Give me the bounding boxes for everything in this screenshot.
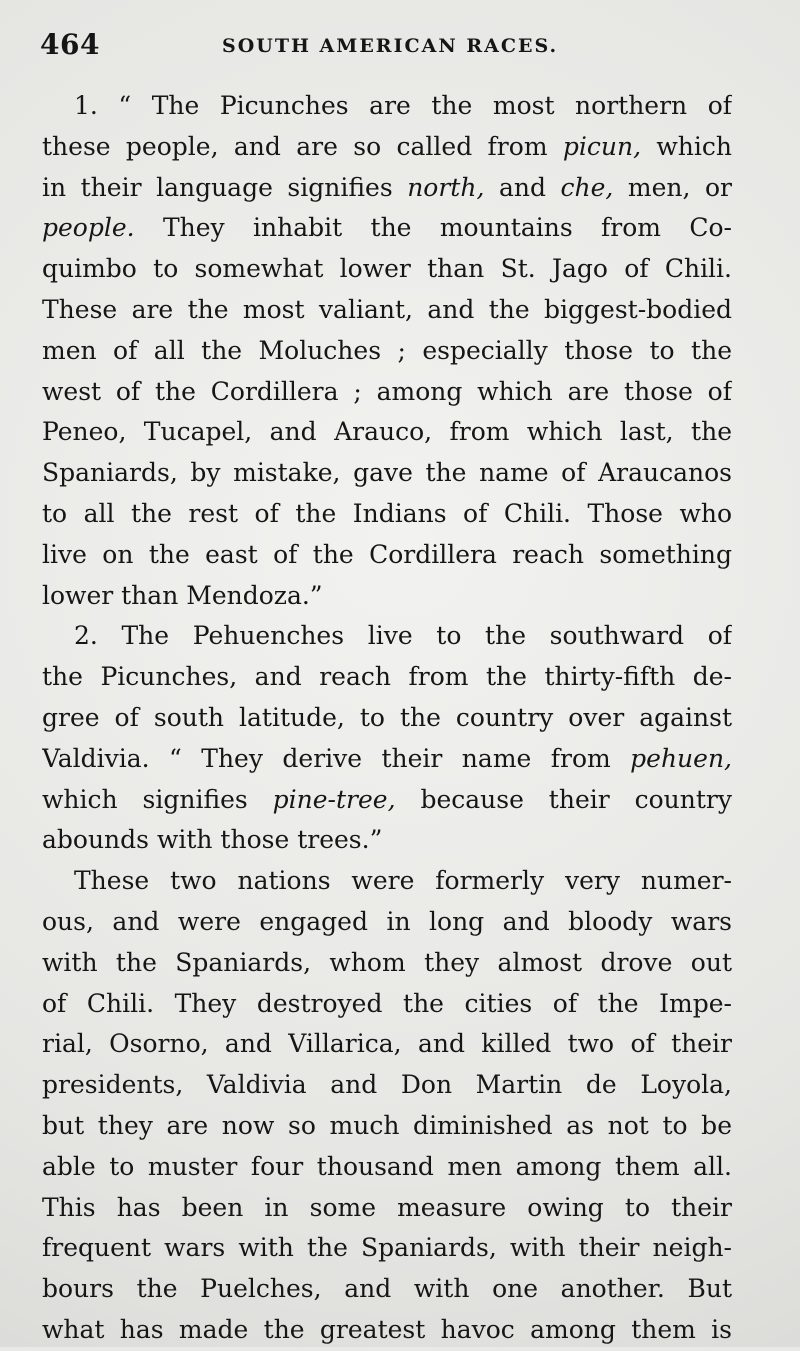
text-line: [42, 698, 732, 739]
page-number: 464: [40, 28, 100, 61]
text-line: [42, 1310, 732, 1351]
text-segment: gree of south latitude, to the country over against: [42, 702, 732, 732]
text-line: [42, 86, 732, 127]
text-segment: which signifies: [42, 784, 273, 814]
text-segment: to all the rest of the Indians of Chili. Those who: [42, 498, 732, 528]
text-line: [42, 168, 732, 209]
italic-text: people.: [42, 213, 135, 243]
text-segment: what has made the greatest havoc among them is: [42, 1314, 732, 1344]
text-line: [42, 535, 732, 576]
text-segment: because their country: [395, 784, 732, 814]
text-segment: the Picunches, and reach from the thirty-fifth de-: [42, 662, 732, 692]
text-line: [42, 943, 732, 984]
text-segment: This has been in some measure owing to their: [42, 1192, 732, 1222]
text-line: [42, 290, 732, 331]
text-segment: able to muster four thousand men among them all.: [42, 1151, 732, 1181]
text-segment: men of all the Moluches ; especially those to the: [42, 335, 732, 365]
text-line: [42, 739, 732, 780]
text-segment: bours the Puelches, and with one another. But: [42, 1274, 732, 1304]
text-segment: These two nations were formerly very numer-: [74, 866, 732, 896]
text-line: [42, 984, 732, 1025]
text-segment: Spaniards, by mistake, gave the name of Araucanos: [42, 458, 732, 488]
text-segment: quimbo to somewhat lower than St. Jago of Chili.: [42, 254, 732, 284]
text-line: [42, 412, 732, 453]
text-line: [42, 657, 732, 698]
text-segment: ous, and were engaged in long and bloody wars: [42, 906, 732, 936]
text-line: [42, 820, 732, 861]
text-line: [42, 616, 732, 657]
text-line: [42, 1106, 732, 1147]
text-line: [42, 372, 732, 413]
text-line: [42, 453, 732, 494]
text-segment: these people, and are so called from: [42, 131, 563, 161]
italic-text: north,: [407, 172, 485, 202]
text-line: [42, 208, 732, 249]
text-segment: with the Spaniards, whom they almost drove out: [42, 947, 732, 977]
text-line: [42, 494, 732, 535]
text-segment: 1. “ The Picunches are the most northern of: [74, 91, 732, 120]
text-line: [42, 249, 732, 290]
text-segment: Valdivia. “ They derive their name from: [42, 743, 631, 773]
text-segment: west of the Cordillera ; among which are those of: [42, 376, 732, 406]
text-line: [42, 1065, 732, 1106]
text-line: [42, 780, 732, 821]
text-segment: presidents, Valdivia and Don Martin de Loyola,: [42, 1070, 732, 1100]
italic-text: che,: [560, 172, 614, 202]
text-segment: 2. The Pehuenches live to the southward of: [74, 621, 732, 651]
text-segment: of Chili. They destroyed the cities of the Impe-: [42, 988, 732, 1018]
text-segment: frequent wars with the Spaniards, with their neigh-: [42, 1233, 732, 1263]
running-head: SOUTH AMERICAN RACES.: [222, 35, 559, 57]
text-segment: in their language signifies: [42, 172, 408, 202]
italic-text: pehuen,: [630, 743, 732, 773]
text-segment: Peneo, Tucapel, and Arauco, from which last, the: [42, 417, 732, 447]
text-segment: rial, Osorno, and Villarica, and killed two of their: [42, 1029, 732, 1059]
text-segment: They inhabit the mountains from Co-: [134, 213, 732, 243]
italic-text: pine-tree,: [272, 784, 396, 814]
text-segment: men, or: [613, 172, 732, 202]
text-segment: These are the most valiant, and the biggest-bodied: [42, 294, 732, 324]
text-line: [42, 1188, 732, 1229]
text-line: [42, 127, 732, 168]
text-line: [42, 902, 732, 943]
text-line: [42, 331, 732, 372]
text-line: [42, 1228, 732, 1269]
page-header: [40, 28, 760, 72]
text-line: [42, 1147, 732, 1188]
text-segment: abounds with those trees.”: [42, 825, 383, 855]
text-segment: which: [641, 131, 732, 161]
italic-text: picun,: [562, 131, 642, 161]
text-line: [42, 576, 732, 617]
text-line: [42, 1024, 732, 1065]
text-segment: lower than Mendoza.”: [42, 580, 323, 610]
text-segment: and: [484, 172, 561, 202]
body-text: [42, 86, 732, 1351]
text-line: [42, 1269, 732, 1310]
text-segment: but they are now so much diminished as not to be: [42, 1110, 732, 1140]
text-line: [42, 861, 732, 902]
text-segment: live on the east of the Cordillera reach something: [42, 539, 732, 569]
